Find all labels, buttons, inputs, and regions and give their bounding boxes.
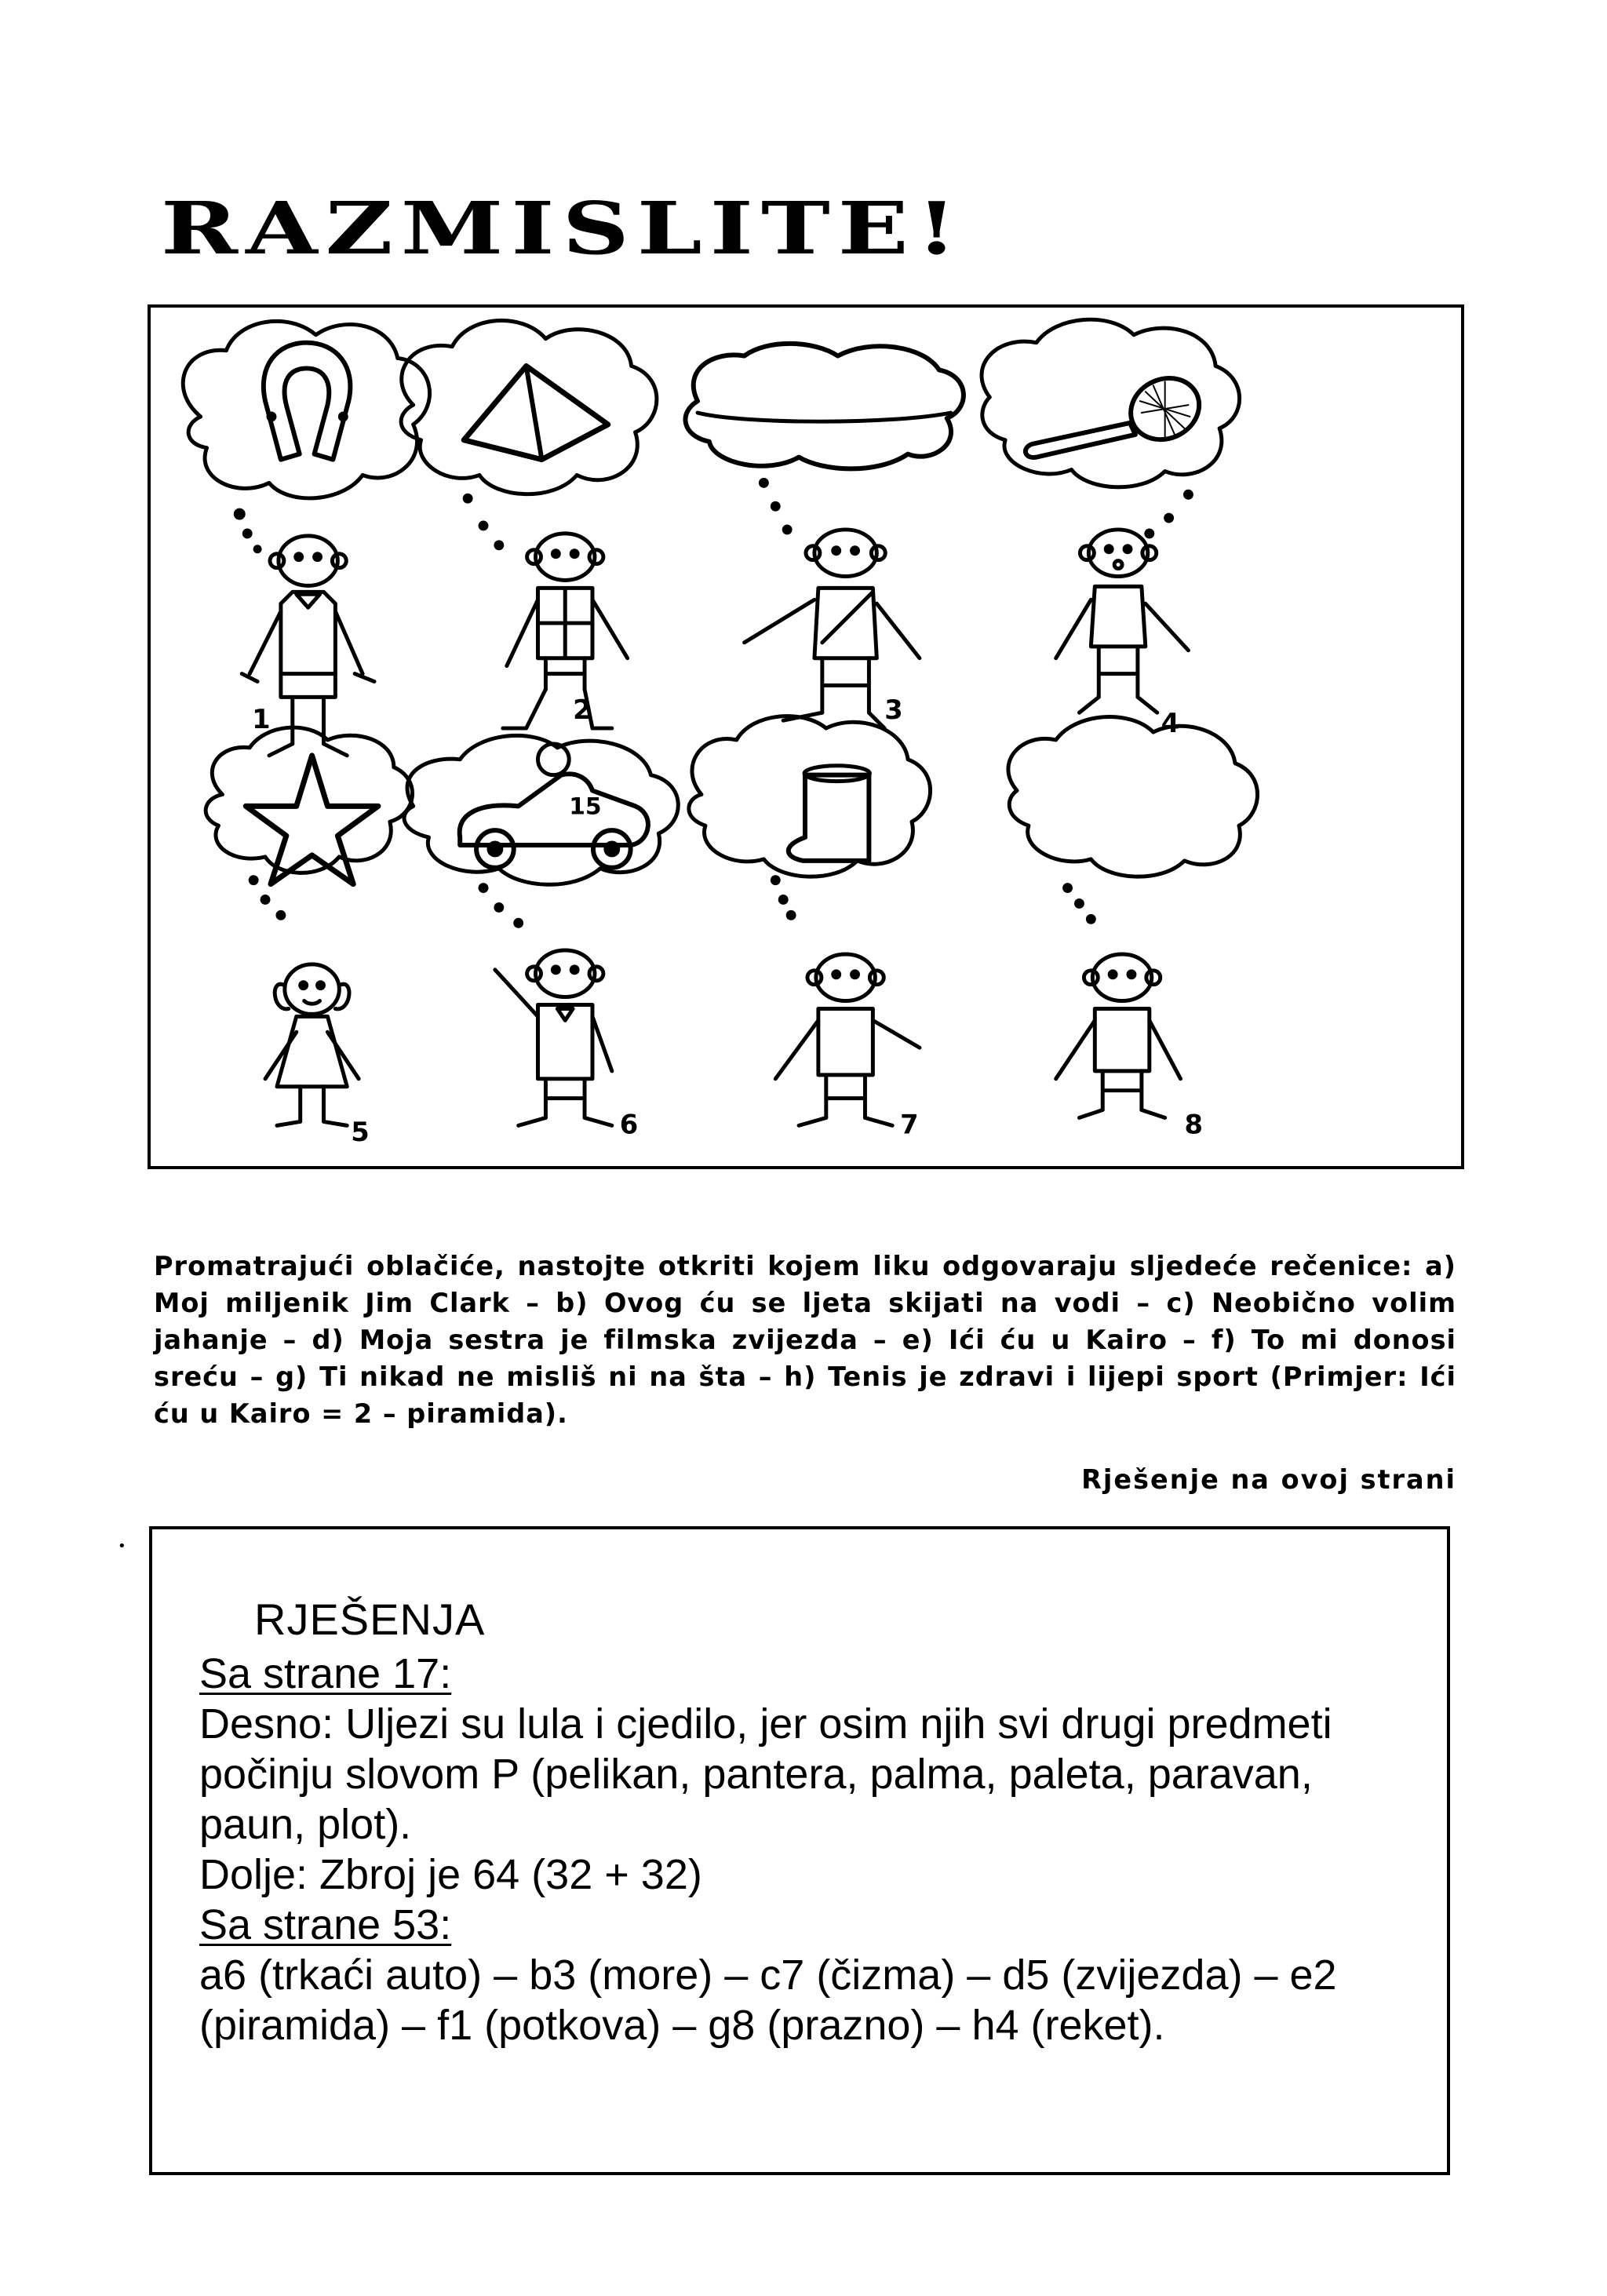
puzzle-illustration <box>148 304 1464 1169</box>
race-car-icon <box>460 744 648 868</box>
figure-5 <box>265 964 359 1125</box>
thought-bubble-8 <box>1008 716 1258 922</box>
figure-4 <box>1056 530 1189 712</box>
solution-reference: Rješenje na ovoj strani <box>1081 1464 1456 1495</box>
answers-box <box>149 1526 1450 2175</box>
figure-number-8: 8 <box>1184 1109 1203 1140</box>
thought-bubble-1 <box>183 321 429 551</box>
figure-number-5: 5 <box>351 1117 370 1148</box>
thought-bubble-3 <box>685 344 963 533</box>
figure-7 <box>775 954 920 1125</box>
horseshoe-icon <box>264 343 351 460</box>
section1-heading: Sa strane 17: <box>199 1650 452 1697</box>
section1-sum: Dolje: Zbroj je 64 (32 + 32) <box>199 1851 702 1898</box>
figure-number-7: 7 <box>900 1109 919 1140</box>
section1-body: Desno: Uljezi su lula i cjedilo, jer osim njih svi drugi predmeti počinju slovom P (pelikan, pantera, palma, paleta, paravan, paun, plot). <box>199 1700 1332 1848</box>
figure-number-4: 4 <box>1161 708 1180 739</box>
figure-2 <box>503 534 628 728</box>
section2-body: a6 (trkaći auto) – b3 (more) – c7 (čizma) – d5 (zvijezda) – e2 (piramida) – f1 (potkova) – g8 (prazno) – h4 (reket). <box>199 1952 1337 2049</box>
section2-heading: Sa strane 53: <box>199 1901 452 1948</box>
page-title: RAZMISLITE! <box>161 185 965 271</box>
thought-bubble-7 <box>689 716 931 919</box>
figure-number-3: 3 <box>884 694 903 726</box>
thought-bubble-6 <box>404 735 678 926</box>
boot-icon <box>789 766 870 861</box>
instructions-text: Promatrajući oblačiće, nastojte otkriti kojem liku odgovaraju sljedeće rečenice: a) Moj miljenik Jim Clark – b) Ovog ću se ljeta skijati na vodi – c) Neobično volim jahanje – d) Moja sestra je filmska zvijezda – e) Ići ću u Kairo – f) To mi donosi sreću – g) Ti nikad ne misliš ni na šta – h) Tenis je zdravi i lijepi sport (Primjer: Ići ću u Kairo = 2 – piramida). <box>154 1251 1456 1429</box>
race-car-number: 15 <box>569 793 602 821</box>
figure-number-1: 1 <box>252 704 271 735</box>
pyramid-icon <box>464 366 608 459</box>
figure-6 <box>495 950 612 1125</box>
star-icon <box>246 756 378 884</box>
figure-number-6: 6 <box>619 1109 639 1140</box>
thought-bubble-2 <box>401 320 657 548</box>
answers-title: RJEŠENJA <box>254 1594 486 1644</box>
tennis-racket-icon <box>1026 367 1209 457</box>
stray-mark: • <box>118 1538 126 1554</box>
figure-8 <box>1056 954 1181 1117</box>
figure-number-2: 2 <box>573 694 592 726</box>
